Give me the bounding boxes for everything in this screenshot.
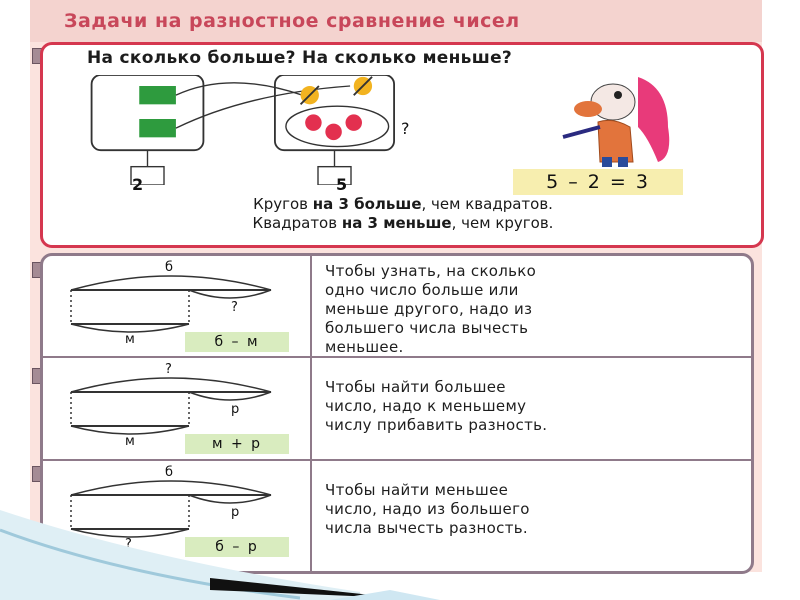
side-label-1: ? (231, 300, 238, 315)
summary-line-circles (83, 195, 723, 214)
summary-line1-emphasis: на 3 больше (312, 195, 422, 213)
top-label-2: ? (165, 362, 172, 377)
summary-line2-emphasis: на 3 меньше (341, 214, 452, 232)
character-beak (574, 101, 602, 117)
character-hat (638, 77, 669, 162)
side-label-2: р (231, 402, 240, 417)
rule2-line3: числу прибавить разность. (325, 416, 548, 434)
rule3-line1: Чтобы найти меньшее (325, 481, 509, 499)
top-arc-2 (71, 378, 271, 392)
bottom-label-2: м (125, 434, 135, 449)
page-title: Задачи на разностное сравнение чисел (64, 10, 520, 32)
formula-2: м + р (185, 434, 289, 454)
equation-box: 5 – 2 = 3 (513, 169, 683, 195)
rule-row-bigger (43, 358, 751, 459)
red-circle-3 (346, 114, 363, 131)
difference-arc-1 (189, 290, 271, 298)
green-square-2 (139, 119, 176, 137)
summary-line2-end: , чем кругов. (451, 214, 554, 232)
rule-row-difference (43, 256, 751, 356)
red-circle-2 (325, 124, 342, 141)
character-pencil (563, 127, 600, 137)
rule3-line2: число, надо из большего (325, 500, 530, 518)
character-body (598, 120, 633, 162)
top-label-1: б (165, 260, 174, 275)
example-heading: На сколько больше? На сколько меньше? (87, 48, 513, 68)
top-arc-1 (71, 276, 271, 290)
rule2-line1: Чтобы найти большее (325, 378, 506, 396)
rule1-line1: Чтобы узнать, на сколько (325, 262, 537, 280)
rule2-line2: число, надо к меньшему (325, 397, 527, 415)
bottom-arc-1 (71, 324, 189, 332)
question-mark: ? (401, 119, 410, 138)
bottom-label-1: м (125, 332, 135, 347)
summary-line1-end: , чем квадратов. (421, 195, 553, 213)
summary-line-squares (83, 214, 723, 233)
slide-bottom-decoration (0, 490, 800, 600)
bottom-label-3: ? (125, 537, 132, 552)
rule-text-2 (325, 378, 547, 435)
formula-1: б – м (185, 332, 289, 352)
right-count: 5 (336, 175, 348, 194)
summary-line2-start: Квадратов (252, 214, 342, 232)
summary-line1-start: Кругов (253, 195, 313, 213)
rule1-line4: большего числа вычесть (325, 319, 529, 337)
rule-text-1 (325, 262, 536, 357)
side-label-3: р (231, 505, 240, 520)
green-square-1 (139, 86, 176, 104)
character-foot-2 (618, 157, 628, 167)
rule1-line2: одно число больше или (325, 281, 519, 299)
red-circle-1 (305, 114, 322, 131)
character-eye (614, 91, 622, 99)
rule3-line3: числа вычесть разность. (325, 519, 528, 537)
formula-3: б – р (185, 537, 289, 557)
character-foot-1 (602, 157, 612, 167)
rule1-line3: меньше другого, надо из (325, 300, 533, 318)
difference-arc-2 (189, 392, 271, 400)
comparison-example-panel (40, 42, 764, 248)
left-count: 2 (132, 175, 144, 194)
bottom-arc-2 (71, 426, 189, 434)
link-line-1 (176, 83, 303, 95)
wave-light-blue (0, 510, 360, 600)
top-label-3: б (165, 465, 174, 480)
cartoon-character-illustration (518, 67, 688, 167)
title-bar (30, 0, 762, 42)
comparison-summary (83, 195, 723, 233)
slide-page (30, 0, 762, 572)
rule1-line5: меньшее. (325, 338, 404, 356)
squares-circles-diagram (77, 75, 427, 185)
